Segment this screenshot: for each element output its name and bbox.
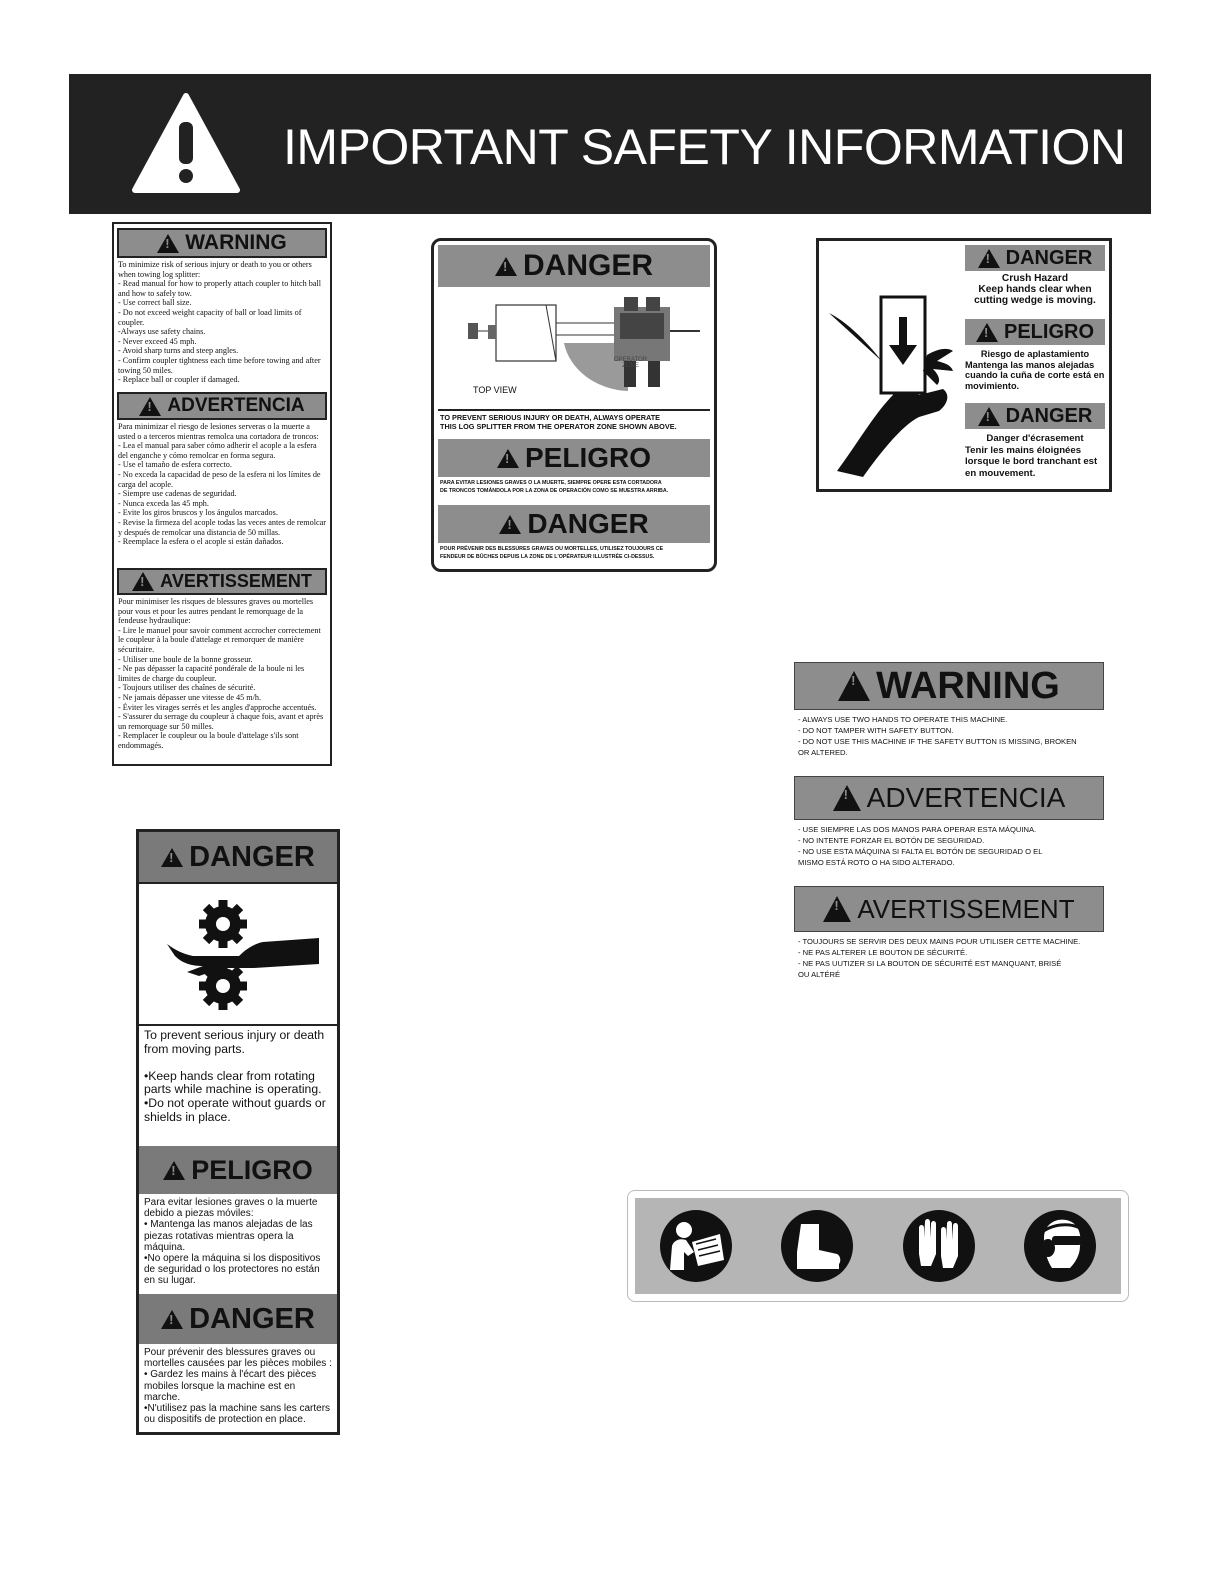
warning-triangle-icon: [131, 92, 241, 194]
crush-fr-title: Danger d'écrasement: [986, 433, 1084, 444]
safety-boot-icon: [779, 1208, 855, 1284]
crush-pictogram: [823, 245, 961, 487]
peligro-text: Para evitar lesiones graves o la muerte debido a piezas móviles: • Mantenga las manos alejadas de las piezas rotativas mientras opera la máquina. •No opere la máquina si los dispositivos de seguridad o los protectores no están en su lugar.: [144, 1197, 321, 1287]
warning-header: ! WARNING: [794, 662, 1104, 710]
alert-triangle-icon: [833, 785, 861, 811]
safety-banner: [69, 74, 1151, 214]
avertissement-header: ! AVERTISSEMENT: [794, 886, 1104, 932]
danger-text: To prevent serious injury or death from moving parts. •Keep hands clear from rotating parts while machine is operating. •Do not operate without guards or shields in place.: [144, 1028, 326, 1124]
peligro-text: PARA EVITAR LESIONES GRAVES O LA MUERTE, SIEMPRE OPERE ESTA CORTADORA DE TRONCOS TOMÁNDOLA POR LA ZONA DE OPERACIÓN COMO SE MUESTRA ARRIBA.: [440, 480, 669, 494]
avertissement-header: ! AVERTISSEMENT: [117, 568, 327, 595]
avertissement-text: Pour minimiser les risques de blessures graves ou mortelles pour vous et pour les autres pendant le remorquage de la fendeuse hydraulique: - Lire le manuel pour savoir comment accrocher correctement le coupleur à la boule d'attelage et remorquer de manière sécuritaire. - Utiliser une boule de la bonne grosseur. - Ne pas dépasser la capacité pondérale de la boule ni les limites de charge du coupleur. - Toujours utiliser des chaînes de sécurité. - Ne jamais dépasser une vitesse de 45 m/h. - Éviter les virages serrés et les angles d'approche accentués. - S'assurer du serrage du coupleur à chaque fois, avant et après un remorquage sur 50 milles. - Remplacer le coupleur ou la boule d'attelage s'ils sont endommagés.: [118, 597, 324, 750]
crush-en-block: [965, 273, 1105, 306]
towing-warning-label: [112, 222, 332, 766]
alert-triangle-icon: [497, 449, 519, 468]
danger-fr-header: ! DANGER: [965, 403, 1105, 429]
advertencia-text: Para minimizar el riesgo de lesiones serveras o la muerte a usted o a terceros mientras remolca una cortadora de troncos: - Lea el manual para saber cómo adherir el acople a la esfera del enganche y cómo remolcar en forma segura. - Use el tamaño de esfera correcto. - No exceda la capacidad de peso de la esfera ni los límites de carga del acople. - Siempre use cadenas de seguridad. - Nunca exceda las 45 mph. - Evite los giros bruscos y los ángulos marcados. - Revise la firmeza del acople todas las veces antes de remolcar y después de remolcar una distancia de 50 millas. - Reemplace la esfera o el acople si están dañados.: [118, 422, 327, 547]
crush-fr-text: Tenir les mains éloignées lorsque le bord tranchant est en mouvement.: [965, 444, 1098, 479]
moving-parts-danger-label: [136, 829, 340, 1435]
danger-text: TO PREVENT SERIOUS INJURY OR DEATH, ALWAYS OPERATE THIS LOG SPLITTER FROM THE OPERATOR ZONE SHOWN ABOVE.: [440, 413, 677, 432]
alert-triangle-icon: [132, 572, 154, 591]
avertissement-text: - TOUJOURS SE SERVIR DES DEUX MAINS POUR UTILISER CETTE MACHINE. - NE PAS ALTERER LE BOUTON DE SÉCURITÉ. - NE PAS UUTIZER SI LA BOUTON DE SÉCURITÉ EST MANQUANT, BRISÉ OU ALTÉRÉ: [798, 937, 1081, 979]
top-view-diagram: [438, 287, 710, 411]
warning-header: ! WARNING: [117, 228, 327, 258]
operator-zone-label: [431, 238, 717, 572]
gears-pictogram: [139, 882, 337, 1026]
alert-triangle-icon: [161, 848, 183, 867]
ppe-requirements-strip: [627, 1190, 1129, 1302]
crush-fr-block: [965, 433, 1105, 479]
danger-fr-header: ! DANGER: [139, 1294, 337, 1344]
peligro-header: ! PELIGRO: [965, 319, 1105, 345]
safety-button-warning-label: [794, 662, 1104, 980]
advertencia-header: ! ADVERTENCIA: [117, 392, 327, 420]
alert-triangle-icon: [161, 1310, 183, 1329]
danger-fr-text: Pour prévenir des blessures graves ou mortelles causées par les pièces mobiles : • Gardez les mains à l'écart des pièces mobiles lorsque la machine est en marche. •N'utilisez pas la machine sans les carters ou dispositifs de protection en place.: [144, 1347, 332, 1426]
danger-fr-header: ! DANGER: [438, 505, 710, 543]
alert-triangle-icon: [838, 671, 870, 701]
danger-header: ! DANGER: [438, 245, 710, 287]
alert-triangle-icon: [163, 1161, 185, 1180]
crush-es-text: Mantenga las manos alejadas cuando la cuña de corte está en movimiento.: [965, 359, 1105, 391]
danger-header: ! DANGER: [965, 245, 1105, 271]
danger-header: ! DANGER: [139, 832, 337, 882]
advertencia-text: - USE SIEMPRE LAS DOS MANOS PARA OPERAR ESTA MÁQUINA. - NO INTENTE FORZAR EL BOTÓN DE SEGURIDAD. - NO USE ESTA MÁQUINA SI FALTA EL BOTÓN DE SEGURIDAD O EL MISMO ESTÁ ROTO O HA SIDO ALTERADO.: [798, 825, 1043, 867]
crush-es-block: [965, 349, 1105, 391]
alert-triangle-icon: [499, 515, 521, 534]
operator-zone-marker: OPERATOR ZONE: [614, 357, 648, 369]
advertencia-header: ! ADVERTENCIA: [794, 776, 1104, 820]
peligro-header: ! PELIGRO: [139, 1146, 337, 1194]
alert-triangle-icon: [976, 323, 998, 342]
top-view-caption: TOP VIEW: [473, 385, 517, 395]
danger-fr-text: POUR PRÉVENIR DES BLESSURES GRAVES OU MORTELLES, UTILISEZ TOUJOURS CE FENDEUR DE BÛCHES DEPUIS LA ZONE DE L'OPÉRATEUR ILLUSTRÉE CI-DESSUS.: [440, 546, 664, 560]
crush-en-title: Crush Hazard: [1001, 273, 1069, 284]
warning-text: - ALWAYS USE TWO HANDS TO OPERATE THIS MACHINE. - DO NOT TAMPER WITH SAFETY BUTTON. - DO NOT USE THIS MACHINE IF THE SAFETY BUTTON IS MISSING, BROKEN OR ALTERED.: [798, 715, 1077, 757]
alert-triangle-icon: [139, 397, 161, 416]
peligro-header: ! PELIGRO: [438, 439, 710, 477]
page-title: IMPORTANT SAFETY INFORMATION: [283, 119, 1126, 175]
warning-text: To minimize risk of serious injury or death to you or others when towing log splitter: - Read manual for how to properly attach coupler to hitch ball and how to safely tow. - Use correct ball size. - Do not exceed weight capacity of ball or load limits of coupler. -Always use safety chains. - Never exceed 45 mph. - Avoid sharp turns and steep angles. - Confirm coupler tightness each time before towing and after towing 50 miles. - Replace ball or coupler if damaged.: [118, 260, 322, 385]
crush-es-title: Riesgo de aplastamiento: [980, 349, 1090, 359]
eye-ear-protection-icon: [1022, 1208, 1098, 1284]
crush-en-text: Keep hands clear when cutting wedge is moving.: [974, 284, 1096, 306]
alert-triangle-icon: [823, 896, 851, 922]
rotating-gears-hand-icon: [153, 894, 323, 1014]
alert-triangle-icon: [157, 234, 179, 253]
hand-crush-icon: [823, 245, 961, 487]
crush-hazard-label: [816, 238, 1112, 492]
gloves-icon: [901, 1208, 977, 1284]
alert-triangle-icon: [978, 249, 1000, 268]
read-manual-icon: [658, 1208, 734, 1284]
alert-triangle-icon: [978, 407, 1000, 426]
alert-triangle-icon: [495, 257, 517, 276]
